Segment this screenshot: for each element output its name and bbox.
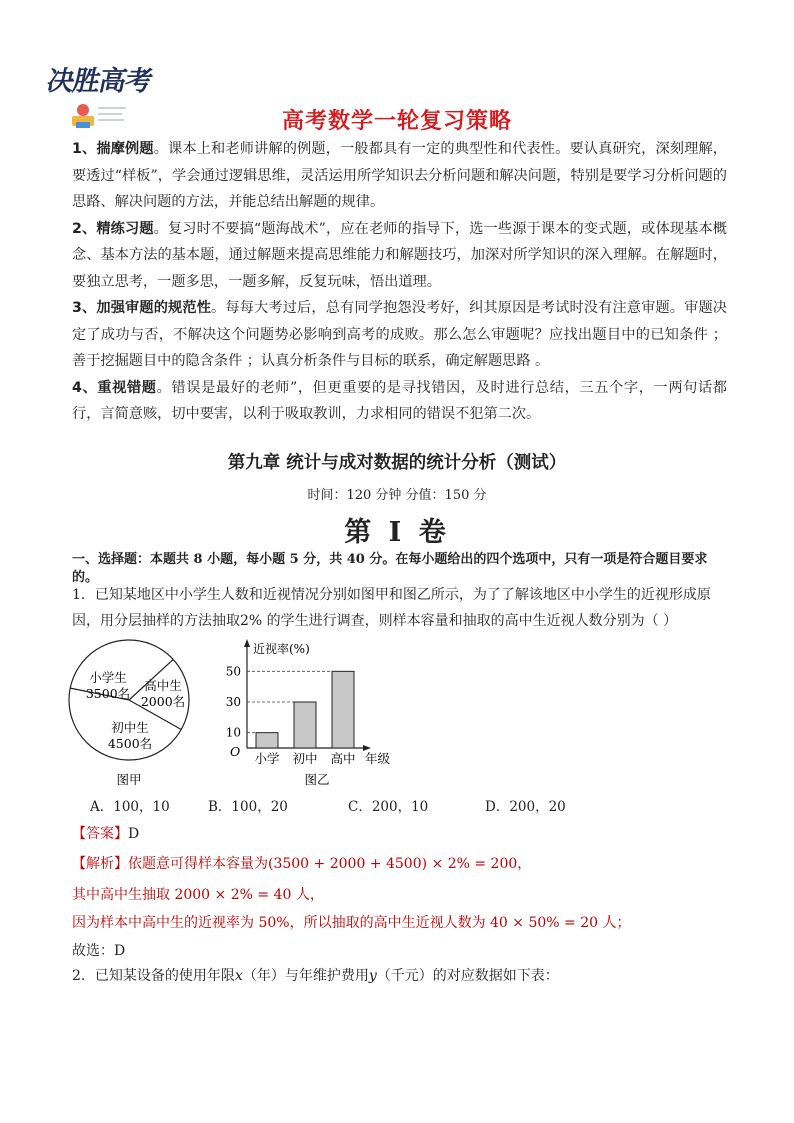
pie-caption: 图甲 xyxy=(116,772,142,787)
pie-chart xyxy=(69,640,189,787)
logo-text: 决胜高考 xyxy=(44,66,155,97)
tip-1 xyxy=(72,136,727,216)
question-1-figures xyxy=(62,636,422,791)
tip-heading: 4、重视错题 xyxy=(72,379,157,396)
y-axis-arrow xyxy=(244,639,250,647)
bar xyxy=(332,671,354,748)
bar-chart xyxy=(226,639,391,787)
q2-mid: （年）与年维护费用 xyxy=(242,968,369,984)
option-c[interactable]: C．200，10 xyxy=(348,799,429,815)
question-1-text: 1．已知某地区中小学生人数和近视情况分别如图甲和图乙所示，为了了解该地区中小学生的近视形成原因，用分层抽样的方法抽取2% 的学生进行调查，则样本容量和抽取的高中生近视人数分别为（ ） xyxy=(72,587,711,629)
chapter-title: 第九章 统计与成对数据的统计分析（测试） xyxy=(227,453,567,473)
volume-title: 第 I 卷 xyxy=(344,517,450,548)
answer-line xyxy=(72,823,139,843)
bar-chart-caption: 图乙 xyxy=(304,772,330,787)
tip-2 xyxy=(72,216,727,296)
option-b[interactable]: B．100，20 xyxy=(208,799,288,815)
pie-label: 4500名 xyxy=(107,736,153,751)
y-tick-label: 30 xyxy=(225,695,241,709)
tip-heading: 2、精练习题 xyxy=(72,220,154,237)
analysis-line-3: 因为样本中高中生的近视率为 50%，所以抽取的高中生近视人数为 40 × 50% = 20 人； xyxy=(72,915,631,931)
bar xyxy=(256,733,278,748)
q2-pre: 2．已知某设备的使用年限 xyxy=(72,968,235,984)
q2-var-x: x xyxy=(234,968,243,984)
pie-label: 高中生 xyxy=(144,678,182,693)
q2-post: （千元）的对应数据如下表： xyxy=(376,968,559,984)
option-d[interactable]: D．200，20 xyxy=(485,799,566,815)
analysis-line-1 xyxy=(72,853,531,873)
y-tick-label: 50 xyxy=(225,664,241,679)
analysis-line-2: 其中高中生抽取 2000 × 2% = 40 人， xyxy=(72,887,324,903)
time-info: 时间：120 分钟 分值：150 分 xyxy=(307,488,487,503)
origin-label: O xyxy=(230,744,241,759)
pie-label: 初中生 xyxy=(111,720,149,735)
analysis-text: 依题意可得样本容量为(3500 + 2000 + 4500) × 2% = 200， xyxy=(128,856,532,872)
question-2-text xyxy=(72,965,559,985)
pie-label: 2000名 xyxy=(140,694,186,709)
main-title: 高考数学一轮复习策略 xyxy=(281,109,512,134)
tip-heading: 3、加强审题的规范性 xyxy=(72,300,212,316)
x-tick-label: 初中 xyxy=(292,751,318,766)
answer-value: D xyxy=(128,826,140,842)
option-a[interactable]: A．100，10 xyxy=(90,799,170,815)
section-header: 一、选择题：本题共 8 小题，每小题 5 分，共 40 分。在每小题给出的四个选项中，只有一项是符合题目要求的。 xyxy=(72,552,708,585)
analysis-line-4: 故选：D xyxy=(72,943,126,959)
tip-4 xyxy=(72,375,727,428)
tip-body: 。复习时不要搞“题海战术”，应在老师的指导下，选一些源于课本的变式题，或体现基本概念、基本方法的基本题，通过解题来提高思维能力和解题技巧，加深对所学知识的深入理解。在解题时，要独立思考，一题多思，一题多解，反复玩味，悟出道理。 xyxy=(72,220,727,290)
y-tick-label: 10 xyxy=(225,725,241,740)
x-axis-label: 年级 xyxy=(365,751,391,766)
q2-var-y: y xyxy=(368,968,377,984)
study-tips xyxy=(72,136,727,428)
tip-body: 。每每大考过后，总有同学抱怨没考好，纠其原因是考试时没有注意审题。审题决定了成功与否，不解决这个问题势必影响到高考的成败。那么怎么审题呢？应找出题目中的已知条件 ；善于挖掘题目中的隐含条件 ；认真分析条件与目标的联系，确定解题思路 。 xyxy=(72,300,727,369)
pie-label: 3500名 xyxy=(85,686,131,701)
x-tick-label: 高中 xyxy=(330,751,356,766)
tip-3 xyxy=(72,295,727,375)
analysis-label: 【解析】 xyxy=(72,856,128,872)
answer-label: 【答案】 xyxy=(72,826,128,842)
x-tick-label: 小学 xyxy=(254,751,280,766)
tip-body: 。课本上和老师讲解的例题，一般都具有一定的典型性和代表性。要认真研究，深刻理解，要透过“样板”，学会通过逻辑思维，灵活运用所学知识去分析问题和解决问题，特别是要学习分析问题的思路、解决问题的方法，并能总结出解题的规律。 xyxy=(72,141,727,210)
bar xyxy=(294,702,316,748)
y-axis-label: 近视率(%) xyxy=(253,642,310,656)
tip-heading: 1、揣摩例题 xyxy=(72,141,154,157)
pie-label: 小学生 xyxy=(89,670,127,685)
tip-body: 。错误是最好的老师”，但更重要的是寻找错因，及时进行总结，三五个字，一两句话都行，言简意赅，切中要害，以利于吸取教训，力求相同的错误不犯第二次。 xyxy=(72,379,727,422)
